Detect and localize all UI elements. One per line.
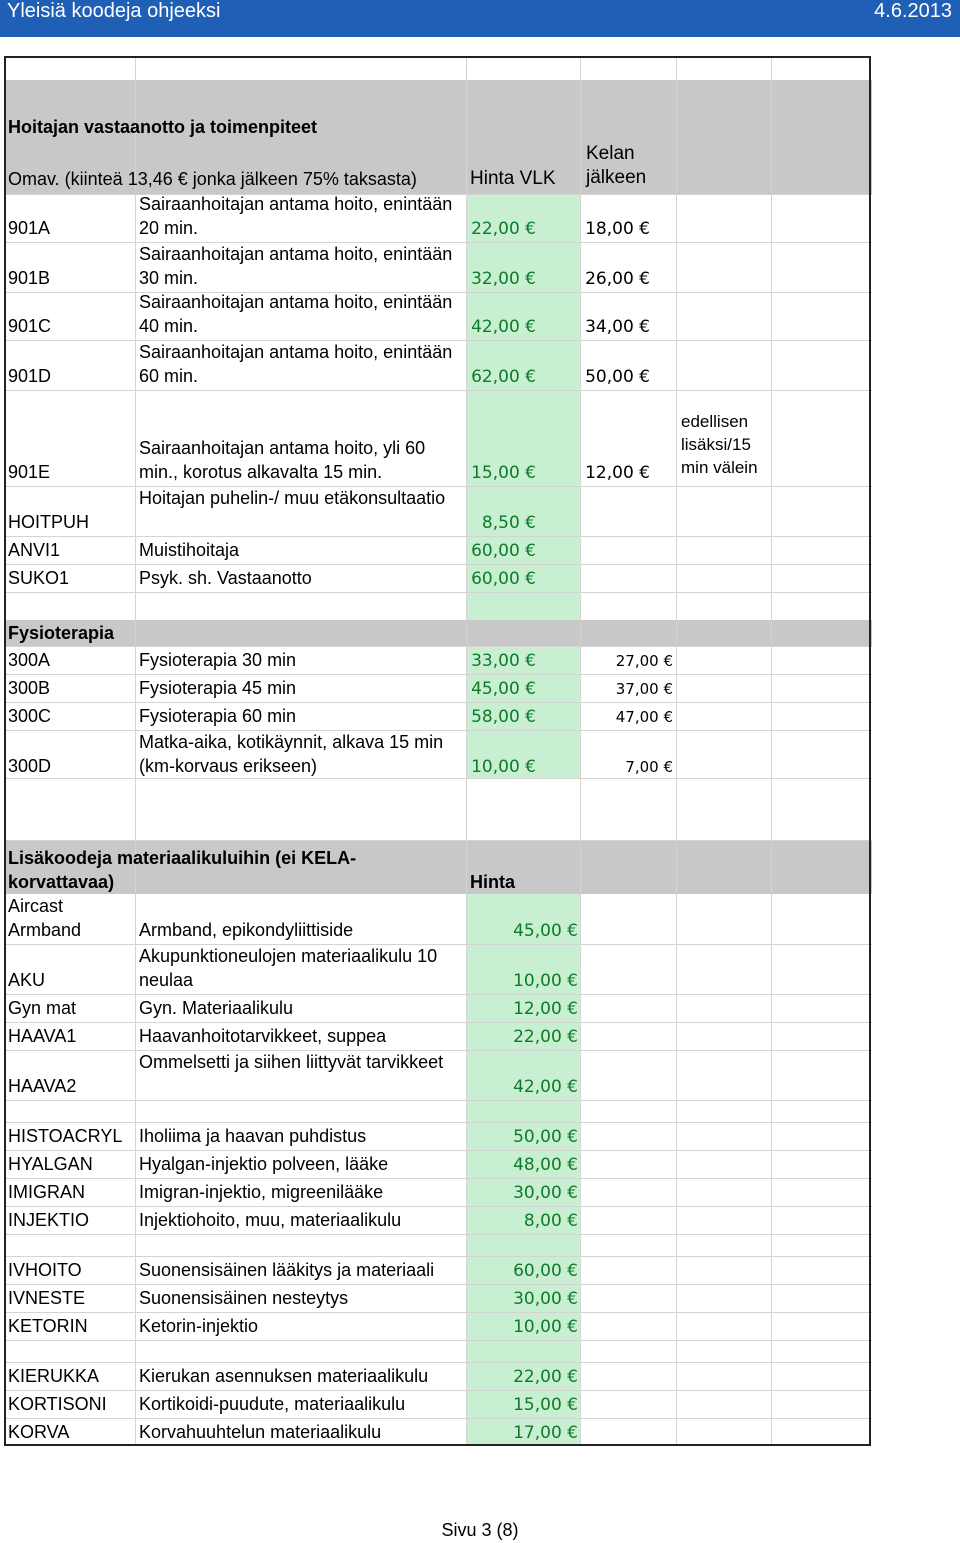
row-code: 300A [8, 650, 51, 670]
row-description: Psyk. sh. Vastaanotto [139, 568, 312, 588]
row-description: Sairaanhoitajan antama hoito, enintään 40 min. [139, 292, 453, 336]
row-note: edellisen lisäksi/15 min välein [681, 412, 758, 477]
row-price: 15,00 € [471, 463, 536, 483]
row-description: Injektiohoito, muu, materiaalikulu [139, 1210, 402, 1230]
row-code: 901D [8, 366, 52, 386]
row-description: Ommelsetti ja siihen liittyvät tarvikkeet [139, 1052, 444, 1072]
row-description: Fysioterapia 45 min [139, 678, 297, 698]
section3-title: Lisäkoodeja materiaalikuluihin (ei KELA-korvattavaa) [8, 848, 357, 892]
page-number: Sivu 3 (8) [441, 1520, 519, 1540]
row-description: Korvahuuhtelun materiaalikulu [139, 1422, 382, 1442]
row-code: INJEKTIO [8, 1210, 90, 1230]
row-description: Kortikoidi-puudute, materiaalikulu [139, 1394, 406, 1414]
row-code: KIERUKKA [8, 1366, 100, 1386]
row-price: 22,00 € [513, 1027, 578, 1047]
row-code: 901E [8, 462, 51, 482]
row-kela-price: 34,00 € [585, 317, 650, 337]
row-description: Ketorin-injektio [139, 1316, 259, 1336]
row-description: Suonensisäinen lääkitys ja materiaali [139, 1260, 435, 1280]
row-price: 60,00 € [471, 569, 536, 589]
row-price: 45,00 € [513, 921, 578, 941]
row-code: Aircast Armband [8, 896, 82, 940]
price-column-header: Hinta VLK [470, 168, 556, 189]
row-price: 42,00 € [513, 1077, 578, 1097]
row-description: Sairaanhoitajan antama hoito, enintään 30 min. [139, 244, 453, 288]
row-price: 10,00 € [513, 971, 578, 991]
row-code: IMIGRAN [8, 1182, 86, 1202]
row-code: IVNESTE [8, 1288, 86, 1308]
row-kela-price: 26,00 € [585, 269, 650, 289]
row-price: 8,50 € [481, 513, 536, 533]
kela-column-header: Kelan jälkeen [586, 143, 647, 188]
row-code: KETORIN [8, 1316, 88, 1336]
row-kela-price: 7,00 € [625, 758, 673, 776]
section1-subtitle: Omav. (kiinteä 13,46 € jonka jälkeen 75% taksasta) [8, 169, 417, 189]
row-code: 901A [8, 218, 51, 238]
row-price: 42,00 € [471, 317, 536, 337]
row-description: Gyn. Materiaalikulu [139, 998, 294, 1018]
row-price: 17,00 € [513, 1423, 578, 1443]
row-price: 60,00 € [513, 1261, 578, 1281]
row-description: Haavanhoitotarvikkeet, suppea [139, 1026, 387, 1046]
row-code: 901C [8, 316, 52, 336]
document-date: 4.6.2013 [874, 0, 952, 22]
row-kela-price: 37,00 € [615, 680, 673, 698]
row-description: Sairaanhoitajan antama hoito, enintään 60 min. [139, 342, 453, 386]
row-description: Fysioterapia 30 min [139, 650, 297, 670]
row-code: 300C [8, 706, 52, 726]
row-description: Suonensisäinen nesteytys [139, 1288, 349, 1308]
row-description: Muistihoitaja [139, 540, 240, 560]
row-price: 48,00 € [513, 1155, 578, 1175]
row-code: SUKO1 [8, 568, 70, 588]
row-code: IVHOITO [8, 1260, 82, 1280]
row-code: 901B [8, 268, 51, 288]
section3-price-header: Hinta [470, 872, 515, 892]
row-price: 45,00 € [471, 679, 536, 699]
row-description: Akupunktioneulojen materiaalikulu 10 neulaa [139, 946, 438, 990]
section2-title: Fysioterapia [8, 623, 115, 643]
row-code: HAAVA1 [8, 1026, 77, 1046]
row-code: ANVI1 [8, 540, 61, 560]
row-price: 50,00 € [513, 1127, 578, 1147]
row-description: Hyalgan-injektio polveen, lääke [139, 1154, 389, 1174]
row-description: Sairaanhoitajan antama hoito, yli 60 min., korotus alkavalta 15 min. [139, 438, 426, 482]
row-kela-price: 47,00 € [615, 708, 673, 726]
row-kela-price: 27,00 € [615, 652, 673, 670]
row-code: HYALGAN [8, 1154, 93, 1174]
section1-title: Hoitajan vastaanotto ja toimenpiteet [8, 117, 318, 137]
row-description: Iholiima ja haavan puhdistus [139, 1126, 367, 1146]
row-code: HOITPUH [8, 512, 89, 532]
row-code: HAAVA2 [8, 1076, 77, 1096]
row-price: 60,00 € [471, 541, 536, 561]
row-price: 62,00 € [471, 367, 536, 387]
row-price: 32,00 € [471, 269, 536, 289]
row-code: 300D [8, 756, 52, 776]
row-price: 10,00 € [513, 1317, 578, 1337]
row-price: 30,00 € [513, 1289, 578, 1309]
row-kela-price: 12,00 € [585, 463, 650, 483]
row-price: 22,00 € [513, 1367, 578, 1387]
row-kela-price: 18,00 € [585, 219, 650, 239]
row-description: Imigran-injektio, migreenilääke [139, 1182, 384, 1202]
row-code: KORVA [8, 1422, 70, 1442]
row-code: Gyn mat [8, 998, 77, 1018]
row-description: Armband, epikondyliittiside [139, 920, 354, 940]
row-price: 12,00 € [513, 999, 578, 1019]
row-price: 30,00 € [513, 1183, 578, 1203]
row-description: Kierukan asennuksen materiaalikulu [139, 1366, 429, 1386]
row-description: Sairaanhoitajan antama hoito, enintään 20 min. [139, 194, 453, 238]
row-code: 300B [8, 678, 51, 698]
row-price: 15,00 € [513, 1395, 578, 1415]
row-code: KORTISONI [8, 1394, 107, 1414]
row-code: AKU [8, 970, 46, 990]
row-description: Hoitajan puhelin-/ muu etäkonsultaatio [139, 488, 446, 508]
row-description: Fysioterapia 60 min [139, 706, 297, 726]
row-price: 8,00 € [523, 1211, 578, 1231]
row-kela-price: 50,00 € [585, 367, 650, 387]
row-description: Matka-aika, kotikäynnit, alkava 15 min (km-korvaus erikseen) [139, 732, 444, 776]
document-title: Yleisiä koodeja ohjeeksi [7, 0, 221, 22]
row-price: 22,00 € [471, 219, 536, 239]
row-price: 10,00 € [471, 757, 536, 777]
row-price: 33,00 € [471, 651, 536, 671]
row-code: HISTOACRYL [8, 1126, 123, 1146]
row-price: 58,00 € [471, 707, 536, 727]
document-header [0, 0, 960, 37]
